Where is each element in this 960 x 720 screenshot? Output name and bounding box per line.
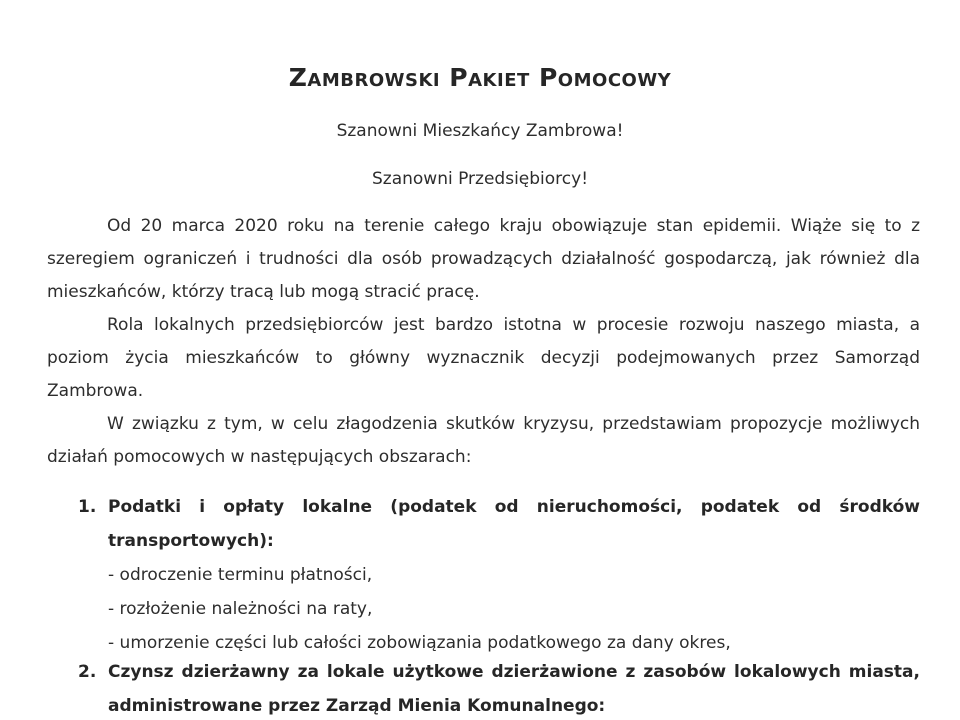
subitem-tax-remission: - umorzenie części lub całości zobowiązania podatkowego za dany okres, <box>108 633 731 653</box>
greeting-residents: Szanowni Mieszkańcy Zambrowa! <box>336 121 624 141</box>
list-item-title: Czynsz dzierżawny za lokale użytkowe dzierżawione z zasobów lokalowych miasta, administrowane przez Zarząd Mienia Komunalnego: <box>108 662 920 716</box>
list-item-local-taxes <box>78 490 920 660</box>
greeting-entrepreneurs: Szanowni Przedsiębiorcy! <box>371 169 589 189</box>
paragraph-entrepreneurs-role: Rola lokalnych przedsiębiorców jest bardzo istotna w procesie rozwoju naszego miasta, a poziom życia mieszkańców to główny wyznacznik decyzji podejmowanych przez Samorząd Zambrowa. <box>47 315 920 401</box>
list-item-number: 1. <box>78 497 97 517</box>
subitem-payment-deferral: - odroczenie terminu płatności, <box>108 565 373 585</box>
list-item-title: Podatki i opłaty lokalne (podatek od nieruchomości, podatek od środków transportowych): <box>108 497 920 551</box>
list-item-number: 2. <box>78 662 97 682</box>
paragraph-epidemic: Od 20 marca 2020 roku na terenie całego kraju obowiązuje stan epidemii. Wiąże się to z szeregiem ograniczeń i trudności dla osób prowadzących działalność gospodarczą, jak również dla mieszkańców, którzy tracą lub mogą stracić pracę. <box>47 216 920 302</box>
list-item-lease-rent <box>78 655 920 720</box>
document-title: Zambrowski Pakiet Pomocowy <box>288 63 672 92</box>
list-item-header <box>78 490 920 558</box>
paragraph-proposals-intro: W związku z tym, w celu złagodzenia skutków kryzysu, przedstawiam propozycje możliwych działań pomocowych w następujących obszarach: <box>47 414 920 467</box>
subitem-installments: - rozłożenie należności na raty, <box>108 599 373 619</box>
list-item-header <box>78 655 920 720</box>
